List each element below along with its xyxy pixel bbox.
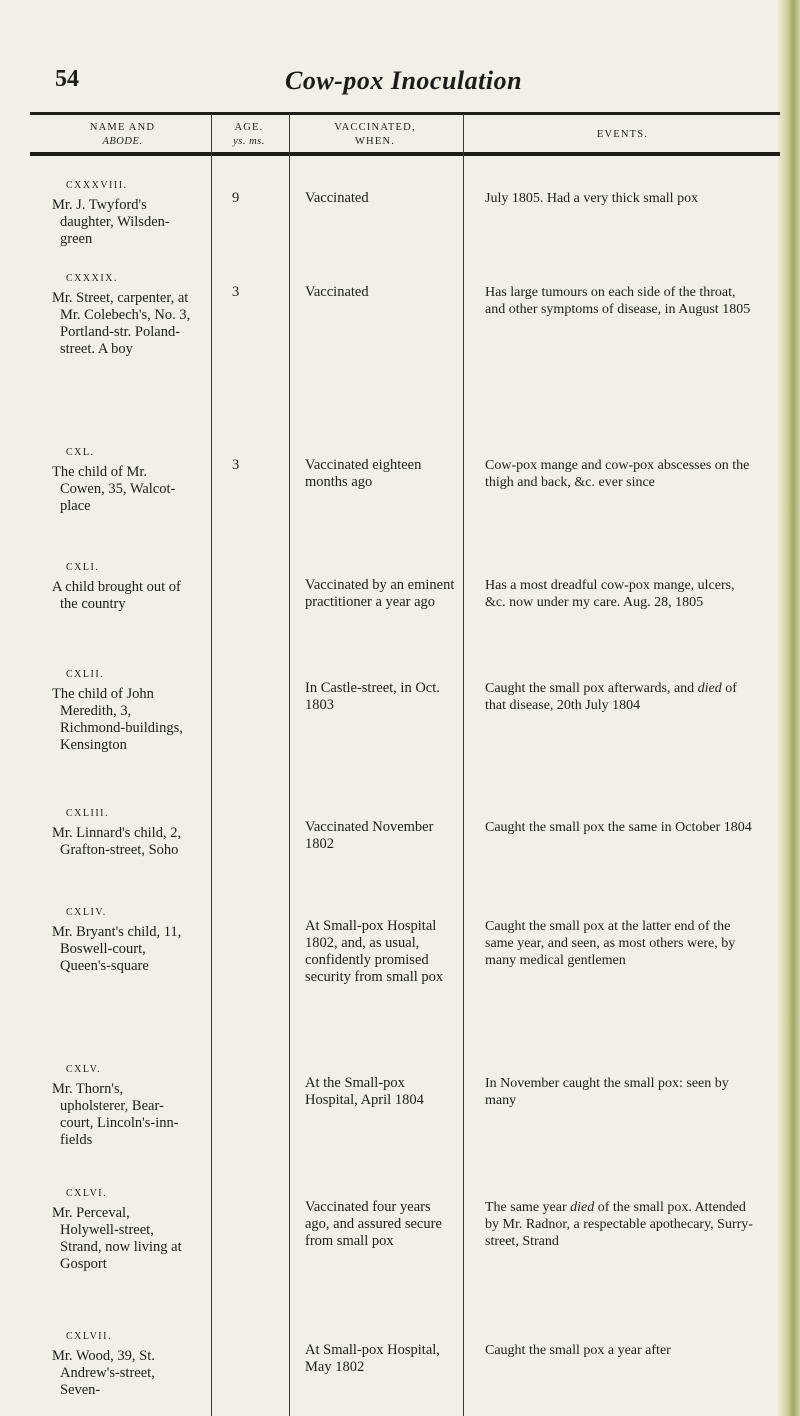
name-cell bbox=[52, 904, 192, 975]
name-cell bbox=[52, 1328, 192, 1399]
vaccinated-cell: Vaccinated November 1802 bbox=[305, 819, 434, 852]
name-abode: The child of John Meredith, 3, Richmond-buildings, Kensington bbox=[52, 686, 183, 753]
vaccinated-cell: Vaccinated by an eminent practitioner a year ago bbox=[305, 577, 455, 610]
name-cell bbox=[52, 559, 192, 613]
events-cell: Cow-pox mange and cow-pox abscesses on the thigh and back, &c. ever since bbox=[485, 458, 750, 490]
name-abode: Mr. Street, carpenter, at Mr. Colebech's, No. 3, Portland-str. Poland-street. A boy bbox=[52, 290, 191, 357]
row-number: CXXXIX. bbox=[66, 273, 118, 284]
name-abode: Mr. Linnard's child, 2, Grafton-street, Soho bbox=[52, 825, 182, 858]
row-number: CXLIII. bbox=[66, 808, 109, 819]
events-cell: Caught the small pox afterwards, and died of that disease, 20th July 1804 bbox=[485, 681, 737, 713]
row-number: CXLIV. bbox=[66, 907, 107, 918]
vaccinated-cell: Vaccinated bbox=[305, 190, 369, 206]
top-rule bbox=[30, 112, 780, 115]
age-cell: 3 bbox=[232, 457, 240, 473]
vaccinated-cell: At Small-pox Hospital, May 1802 bbox=[305, 1342, 440, 1375]
vaccinated-cell: In Castle-street, in Oct. 1803 bbox=[305, 680, 440, 713]
row-number: CXLVI. bbox=[66, 1188, 108, 1199]
events-cell: Caught the small pox a year after bbox=[485, 1343, 671, 1358]
row-number: CXL. bbox=[66, 447, 95, 458]
page-header bbox=[0, 0, 760, 110]
column-header-age: AGE. ys. ms. bbox=[233, 122, 265, 147]
column-header-vaccinated: VACCINATED, WHEN. bbox=[334, 122, 416, 147]
row-number: CXLV. bbox=[66, 1064, 102, 1075]
vaccinated-cell: Vaccinated bbox=[305, 284, 369, 300]
row-number: CXLII. bbox=[66, 669, 105, 680]
page-number: 54 bbox=[55, 66, 79, 92]
vaccinated-cell: At the Small-pox Hospital, April 1804 bbox=[305, 1075, 424, 1108]
running-title: Cow-pox Inoculation bbox=[285, 66, 523, 95]
row-number: CXLI. bbox=[66, 562, 100, 573]
column-divider bbox=[211, 114, 212, 1416]
vaccinated-cell: Vaccinated eighteen months ago bbox=[305, 457, 422, 490]
name-cell bbox=[52, 444, 192, 515]
name-cell bbox=[52, 1061, 192, 1149]
column-header-name: NAME AND ABODE. bbox=[89, 122, 156, 147]
events-cell: The same year died of the small pox. Attended by Mr. Radnor, a respectable apothecary, Surry-street, Strand bbox=[485, 1200, 753, 1249]
name-cell bbox=[52, 270, 192, 358]
row-number: CXXXVIII. bbox=[66, 180, 128, 191]
age-cell: 3 bbox=[232, 284, 240, 300]
header-rule bbox=[30, 152, 780, 156]
page-edge bbox=[778, 0, 800, 1416]
name-abode: Mr. Thorn's, upholsterer, Bear-court, Lincoln's-inn-fields bbox=[52, 1081, 179, 1148]
column-header-events: EVENTS. bbox=[596, 129, 649, 140]
name-cell bbox=[52, 177, 192, 248]
vaccinated-cell: At Small-pox Hospital 1802, and, as usual, confidently promised security from small pox bbox=[305, 918, 444, 985]
age-cell: 9 bbox=[232, 190, 240, 206]
name-abode: Mr. J. Twyford's daughter, Wilsden-green bbox=[52, 197, 170, 247]
events-cell: Caught the small pox the same in October 1804 bbox=[485, 820, 752, 835]
name-abode: A child brought out of the country bbox=[52, 579, 181, 612]
column-divider bbox=[289, 114, 290, 1416]
vaccinated-cell: Vaccinated four years ago, and assured secure from small pox bbox=[305, 1199, 442, 1249]
events-cell: In November caught the small pox: seen by many bbox=[485, 1076, 729, 1108]
name-cell bbox=[52, 1185, 192, 1273]
name-abode: Mr. Bryant's child, 11, Boswell-court, Queen's-square bbox=[52, 924, 182, 974]
row-number: CXLVII. bbox=[66, 1331, 112, 1342]
column-divider bbox=[463, 114, 464, 1416]
events-cell: Has large tumours on each side of the throat, and other symptoms of disease, in August 1805 bbox=[485, 285, 751, 317]
name-cell bbox=[52, 805, 192, 859]
name-abode: The child of Mr. Cowen, 35, Walcot-place bbox=[52, 464, 176, 514]
name-abode: Mr. Wood, 39, St. Andrew's-street, Seven- bbox=[52, 1348, 155, 1398]
name-abode: Mr. Perceval, Holywell-street, Strand, now living at Gosport bbox=[52, 1205, 182, 1272]
events-cell: July 1805. Had a very thick small pox bbox=[485, 191, 699, 206]
events-cell: Caught the small pox at the latter end of the same year, and seen, as most others were, by many medical gentlemen bbox=[485, 919, 736, 968]
name-cell bbox=[52, 666, 192, 754]
events-cell: Has a most dreadful cow-pox mange, ulcers, &c. now under my care. Aug. 28, 1805 bbox=[485, 578, 735, 610]
